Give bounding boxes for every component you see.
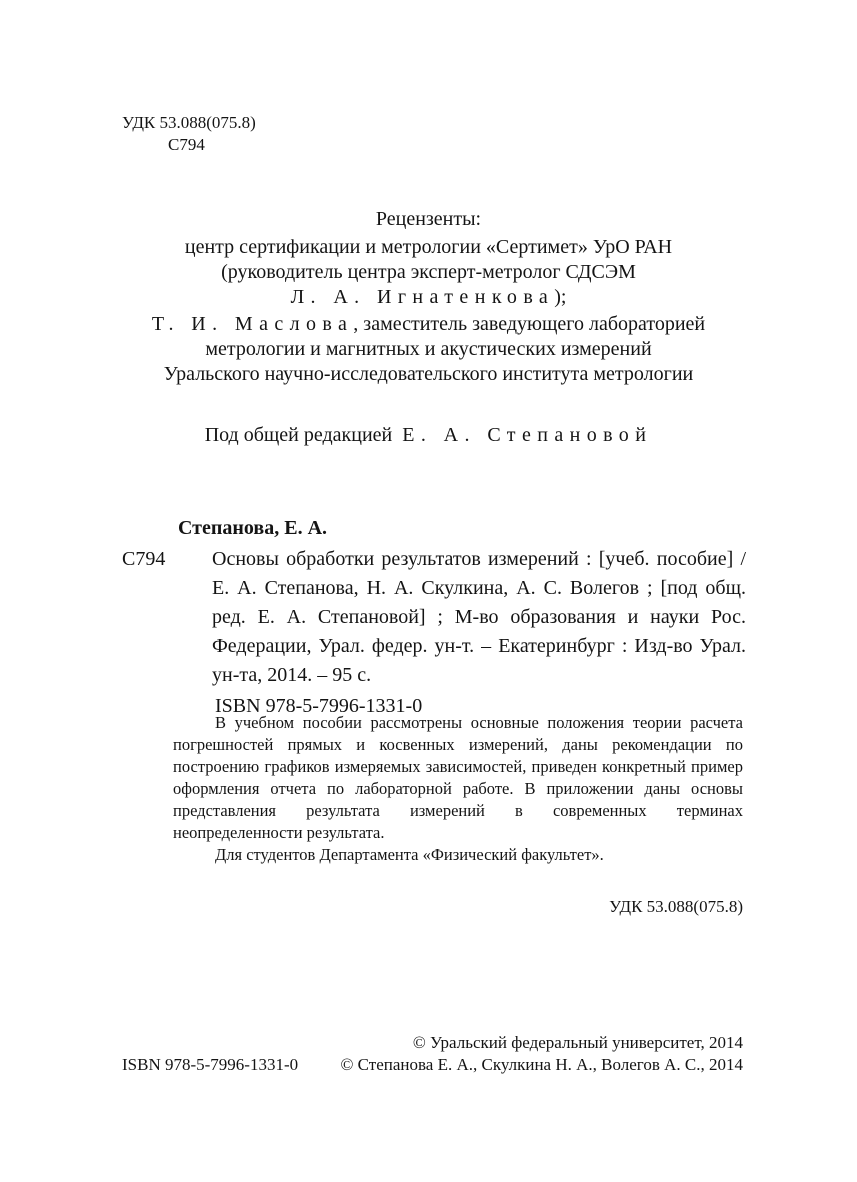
record-author: Степанова, Е. А. — [178, 517, 328, 539]
bbk-code: С794 — [168, 135, 205, 154]
record-description: Основы обработки результатов измерений : [учеб. пособие] / Е. А. Степанова, Н. А. Скулкина, А. С. Волегов ; [под общ. ред. Е. А. Степановой] ; М-во образования и науки Рос. Федерации, Урал. федер. ун-т. – Екатеринбург : Изд-во Урал. ун-та, 2014. – 95 с. — [212, 548, 746, 686]
reviewer-2-name-suffix: , заместитель заведующего лабораторией — [353, 313, 706, 335]
annotation — [173, 712, 743, 866]
reviewer-2-name: Т. И. Маслова — [151, 313, 354, 335]
reviewer-2-line-3: Уральского научно-исследовательского института метрологии — [163, 363, 694, 385]
reviewer-2-line-2: метрологии и магнитных и акустических измерений — [205, 338, 652, 360]
annotation-summary: В учебном пособии рассмотрены основные положения теории расчета погрешностей прямых и косвенных измерений, даны рекомендации по построению графиков измеряемых зависимостей, приведен конкретный пример оформления отчета по лабораторной работе. В приложении даны основы представления результата измерений в современных терминах неопределенности результата. — [173, 713, 743, 842]
record-body — [122, 545, 746, 690]
copyright-block — [341, 1032, 744, 1076]
reviewer-1-name: Л. А. Игнатенкова — [290, 286, 555, 308]
udk-bottom: УДК 53.088(075.8) — [609, 897, 743, 916]
reviewers-heading: Рецензенты: — [375, 208, 482, 230]
record-isbn: ISBN 978-5-7996-1331-0 — [215, 695, 423, 717]
reviewer-1-name-suffix: ); — [554, 286, 567, 308]
reviewer-2-line-1 — [0, 311, 857, 337]
copyright-authors: © Степанова Е. А., Скулкина Н. А., Волегов А. С., 2014 — [340, 1055, 743, 1074]
editor-name: Е. А. Степановой — [402, 424, 653, 446]
record-code: С794 — [122, 548, 166, 570]
reviewer-1-line-3 — [0, 284, 857, 310]
copyright-university: © Уральский федеральный университет, 2014 — [412, 1033, 743, 1052]
udk-code: УДК 53.088(075.8) — [122, 113, 256, 132]
editor-line — [0, 422, 857, 448]
footer-isbn: ISBN 978-5-7996-1331-0 — [122, 1055, 299, 1074]
reviewer-1-line-1: центр сертификации и метрологии «Сертимет» УрО РАН — [184, 236, 673, 258]
bibliographic-record — [122, 514, 746, 721]
editor-prefix: Под общей редакцией — [204, 424, 393, 446]
reviewer-1-line-2: (руководитель центра эксперт-метролог СДСЭМ — [221, 261, 636, 283]
annotation-audience: Для студентов Департамента «Физический факультет». — [215, 845, 604, 864]
